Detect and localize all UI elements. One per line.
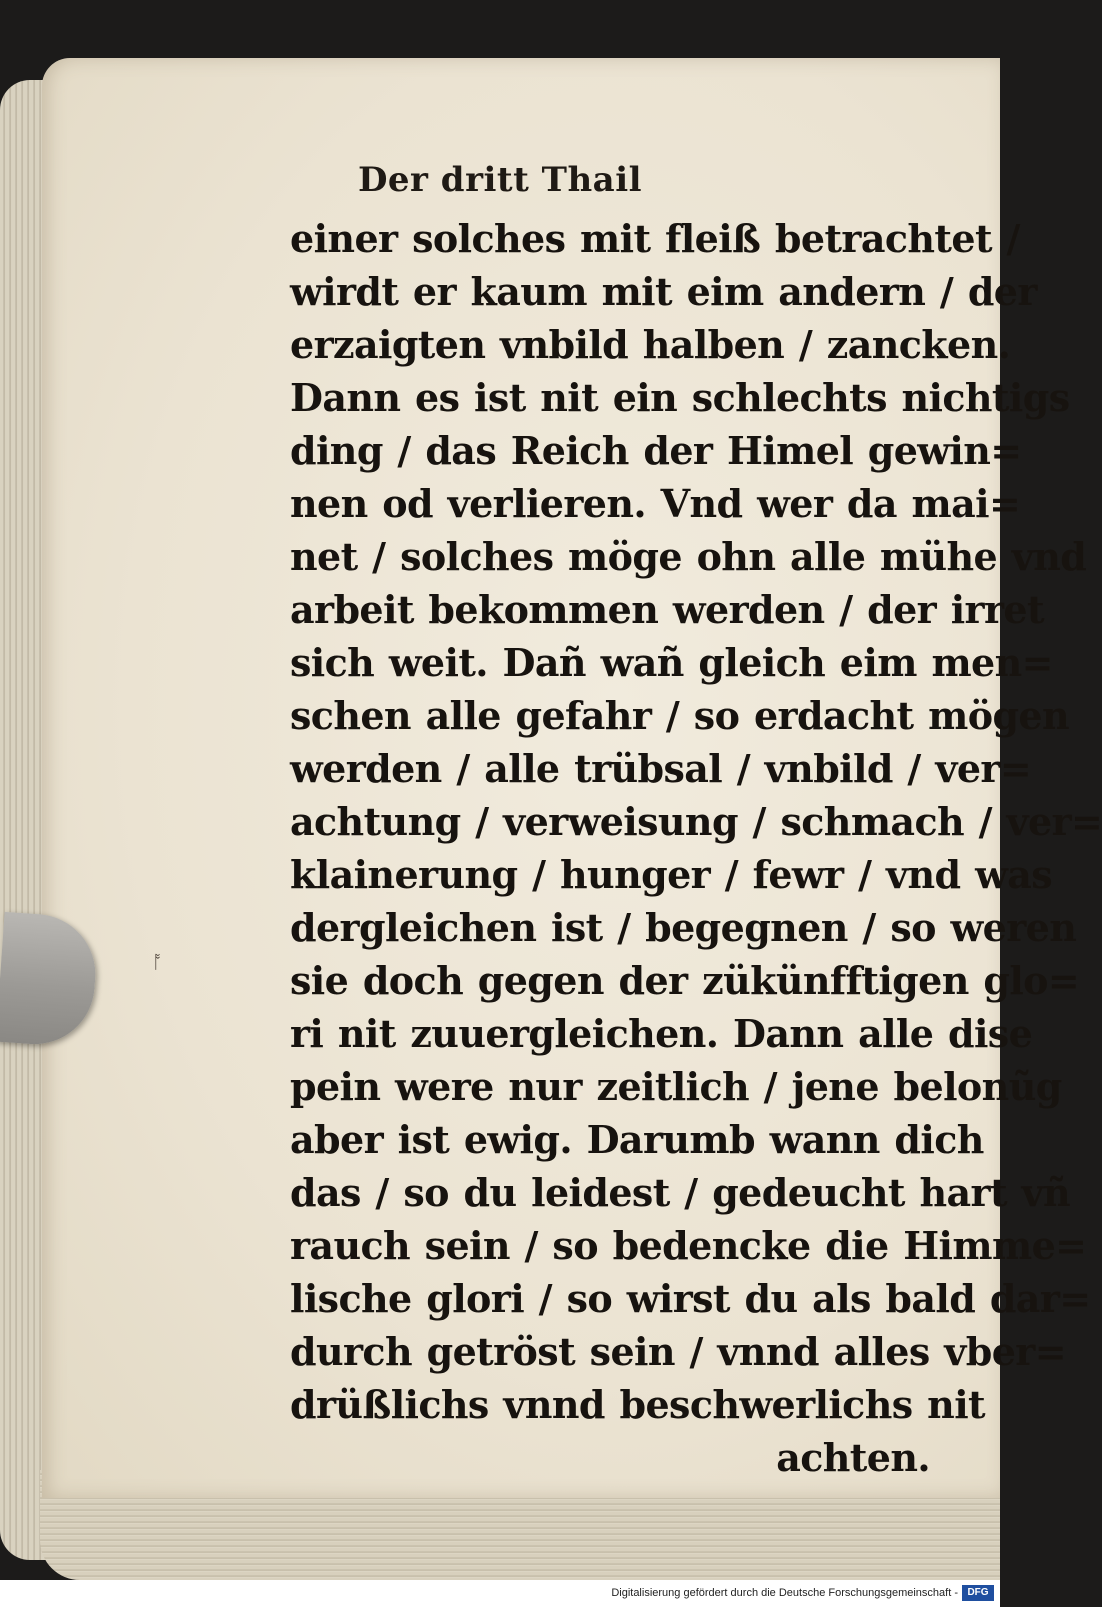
text-block [290,212,1102,1484]
text-line: wirdt er kaum mit eim andern / der [290,269,1037,314]
text-line: sich weit. Dañ wañ gleich eim men= [290,640,1053,685]
text-line: lische glori / so wirst du als bald dar= [290,1276,1091,1321]
text-line: achtung / verweisung / schmach / ver= [290,799,1102,844]
text-line: rauch sein / so bedencke die Himme= [290,1223,1087,1268]
dfg-logo-icon: DFG [962,1585,994,1601]
text-line: pein were nur zeitlich / jene belonũg [290,1064,1062,1109]
digitization-credit: Digitalisierung gefördert durch die Deutsche Forschungsgemeinschaft - [611,1587,958,1599]
catchword: achten. [776,1435,930,1480]
text-line: dergleichen ist / begegnen / so weren [290,905,1077,950]
text-line: aber ist ewig. Darumb wann dich [290,1117,984,1162]
text-line: nen od verlieren. Vnd wer da mai= [290,481,1021,526]
text-line: werden / alle trübsal / vnbild / ver= [290,746,1032,791]
text-line: ding / das Reich der Himel gewin= [290,428,1022,473]
ink-speck: ᚩ [152,952,163,973]
text-line: drüßlichs vnnd beschwerlichs nit [290,1382,985,1427]
text-line: durch getröst sein / vnnd alles vber= [290,1329,1066,1374]
text-line: klainerung / hunger / fewr / vnd was [290,852,1053,897]
text-line: Dann es ist nit ein schlechts nichtigs [290,375,1070,420]
text-line: arbeit bekommen werden / der irret [290,587,1044,632]
text-line: das / so du leidest / gedeucht hart vñ [290,1170,1071,1215]
text-line: erzaigten vnbild halben / zancken. [290,322,1011,367]
text-line: sie doch gegen der zükünfftigen glo= [290,958,1080,1003]
text-line: net / solches möge ohn alle mühe vnd [290,534,1087,579]
text-line: einer solches mit fleiß betrachtet / [290,216,1020,261]
running-head: Der dritt Thail [357,160,643,200]
text-line: ri nit zuuergleichen. Dann alle dise [290,1011,1033,1056]
text-line: schen alle gefahr / so erdacht mögen [290,693,1070,738]
